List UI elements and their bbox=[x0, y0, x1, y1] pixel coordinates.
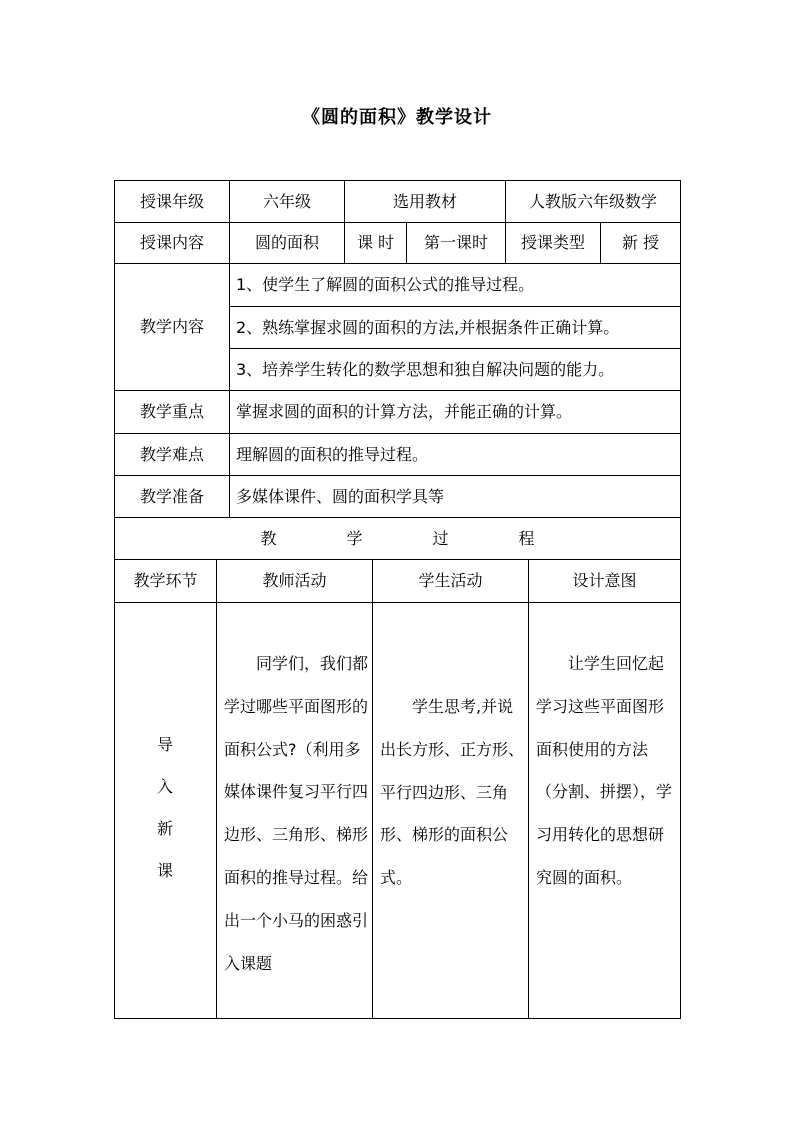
key-point-value: 掌握求圆的面积的计算方法，并能正确的计算。 bbox=[236, 402, 573, 421]
objective-item: 3、培养学生转化的数学思想和独自解决问题的能力。 bbox=[236, 359, 615, 379]
content-value: 圆的面积 bbox=[254, 233, 319, 252]
key-point-label: 教学重点 bbox=[139, 402, 204, 421]
content-label: 授课内容 bbox=[139, 233, 204, 252]
objective-item: 1、使学生了解圆的面积公式的推导过程。 bbox=[236, 275, 535, 294]
stage-intro: 导 入 新 课 bbox=[156, 735, 173, 880]
objective-item: 2、熟练掌握求圆的面积的方法,并根据条件正确计算。 bbox=[236, 317, 620, 337]
material-label: 选用教材 bbox=[392, 191, 457, 211]
period-label: 课 时 bbox=[356, 233, 395, 252]
grade-label: 授课年级 bbox=[139, 191, 204, 211]
teacher-activity: 同学们，我们都学过哪些平面图形的面积公式?（利用多媒体课件复习平行四边形、三角形、梯形面积的推导过程。给出一个小马的困惑引入课题 bbox=[224, 654, 369, 973]
preparation-label: 教学准备 bbox=[139, 486, 204, 506]
process-header: 教学过程 bbox=[260, 528, 605, 548]
student-activity: 学生思考,并说出长方形、正方形、平行四边形、三角形、梯形的面积公式。 bbox=[380, 697, 525, 888]
period-value: 第一课时 bbox=[423, 233, 488, 252]
difficulty-label: 教学难点 bbox=[139, 444, 204, 464]
material-value: 人教版六年级数学 bbox=[528, 191, 657, 211]
lesson-type-value: 新 授 bbox=[621, 233, 660, 252]
design-intent: 让学生回忆起学习这些平面图形面积使用的方法（分割、拼摆），学习用转化的思想研究圆的面积。 bbox=[536, 654, 673, 887]
grade-value: 六年级 bbox=[262, 191, 311, 211]
column-header-stage: 教学环节 bbox=[133, 571, 198, 590]
preparation-value: 多媒体课件、圆的面积学具等 bbox=[236, 486, 445, 506]
column-header-teacher: 教师活动 bbox=[262, 571, 327, 590]
document-title: 《圆的面积》教学设计 bbox=[302, 107, 492, 128]
lesson-type-label: 授课类型 bbox=[520, 233, 585, 252]
difficulty-value: 理解圆的面积的推导过程。 bbox=[236, 444, 429, 464]
column-header-intent: 设计意图 bbox=[572, 571, 637, 590]
objectives-label: 教学内容 bbox=[139, 317, 204, 336]
column-header-student: 学生活动 bbox=[418, 571, 483, 590]
